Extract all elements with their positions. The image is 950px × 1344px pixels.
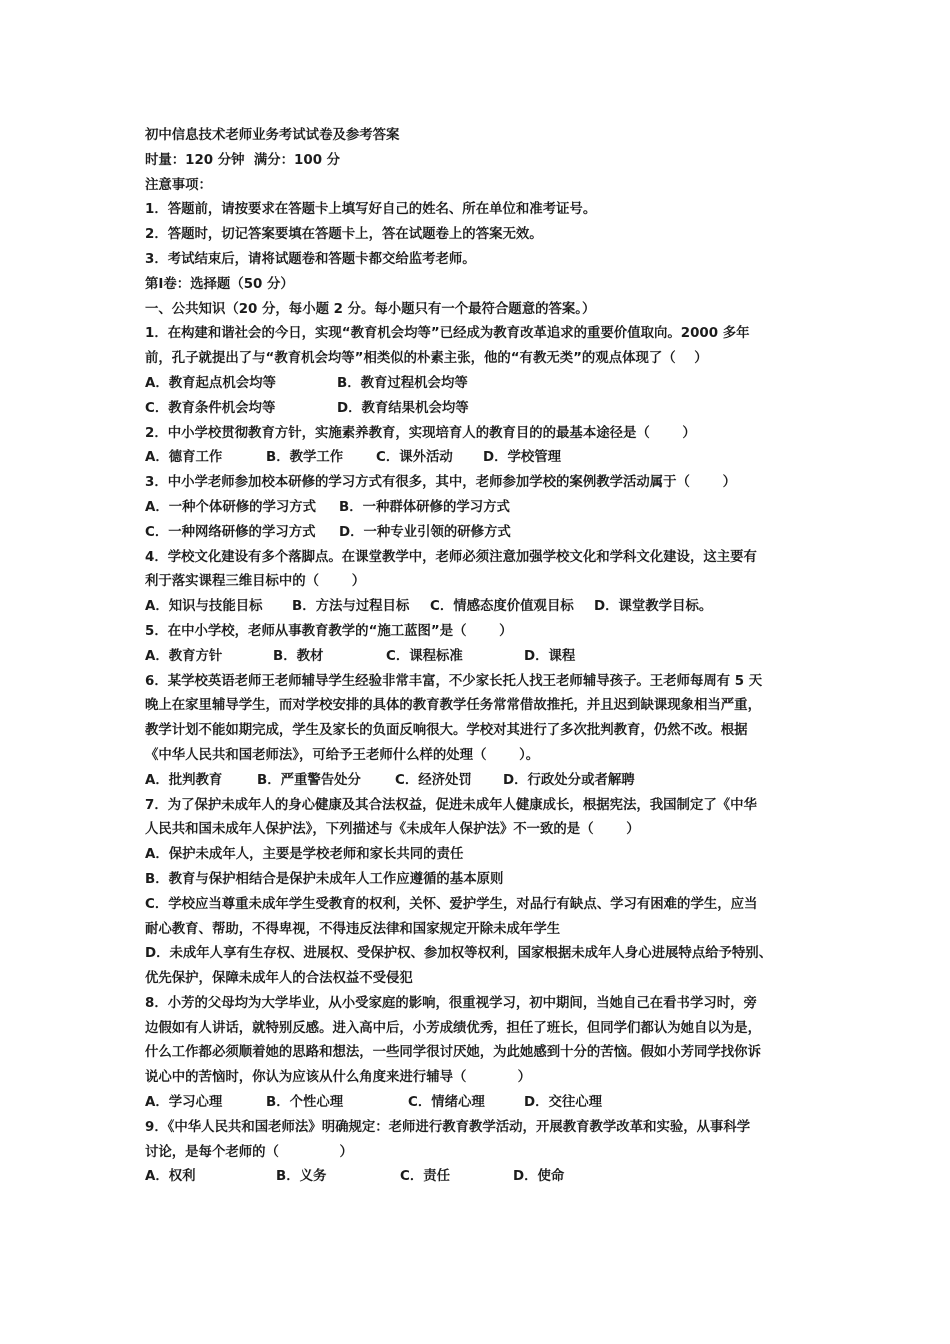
question-1 <box>145 322 825 421</box>
option-b: B．义务 <box>276 1169 327 1185</box>
option-b: B．方法与过程目标 <box>292 599 410 615</box>
option-a: A．批判教育 <box>145 772 223 788</box>
option-b: B．个性心理 <box>266 1095 344 1111</box>
options-row <box>145 496 825 521</box>
question-stem: 4．学校文化建设有多个落脚点。在课堂教学中，老师必须注意加强学校文化和学科文化建设，这主要有 <box>145 549 757 565</box>
option-d-continued: 优先保护，保障未成年人的合法权益不受侵犯 <box>145 971 413 987</box>
option-d: D．学校管理 <box>483 450 562 466</box>
option-b: B．教育过程机会均等 <box>337 375 468 391</box>
option-c: C．责任 <box>400 1169 450 1185</box>
option-b: B．教育与保护相结合是保护未成年人工作应遵循的基本原则 <box>145 871 504 887</box>
option-d: D．交往心理 <box>524 1095 603 1111</box>
question-stem: 9．《中华人民共和国老师法》明确规定：老师进行教育教学活动，开展教育教学改革和实验，从事科学 <box>145 1119 751 1135</box>
question-stem: 边假如有人讲话，就特别反感。进入高中后，小芳成绩优秀，担任了班长，但同学们都认为她自以为是， <box>145 1020 761 1036</box>
question-8 <box>145 992 825 1116</box>
question-stem: 2．中小学校贯彻教育方针，实施素养教育，实现培育人的教育目的的最基本途径是（ ） <box>145 425 696 441</box>
option-c: C．教育条件机会均等 <box>145 400 276 416</box>
option-d: D．一种专业引领的研修方式 <box>339 524 511 540</box>
exam-page <box>145 124 825 1190</box>
option-a: A．一种个体研修的学习方式 <box>145 499 317 515</box>
option-d: D．使命 <box>513 1169 565 1185</box>
option-d: D．课程 <box>524 648 576 664</box>
question-stem: 说心中的苦恼时，你认为应该从什么角度来进行辅导（ ） <box>145 1070 532 1086</box>
options-row <box>145 397 825 422</box>
question-stem: 讨论，是每个老师的（ ） <box>145 1144 353 1160</box>
option-a: A．学习心理 <box>145 1095 223 1111</box>
option-d: D．未成年人享有生存权、进展权、受保护权、参加权等权利，国家根据未成年人身心进展特点给予特别、 <box>145 946 773 962</box>
question-stem: 8．小芳的父母均为大学毕业，从小受家庭的影响，很重视学习，初中期间，当她自己在看书学习时，旁 <box>145 995 757 1011</box>
part-heading: 第Ⅰ卷：选择题（50 分） <box>145 276 294 292</box>
exam-meta: 时量：120 分钟 满分：100 分 <box>145 152 341 168</box>
notice-heading: 注意事项： <box>145 177 212 193</box>
question-2 <box>145 422 825 472</box>
option-d: D．课堂教学目标。 <box>594 599 713 615</box>
question-9 <box>145 1116 825 1190</box>
question-3 <box>145 471 825 545</box>
options-row <box>145 372 825 397</box>
option-a: A．知识与技能目标 <box>145 599 263 615</box>
question-stem: 什么工作都必须顺着她的思路和想法，一些同学很讨厌她，为此她感到十分的苦恼。假如小芳同学找你诉 <box>145 1045 761 1061</box>
notice-item: 2．答题时，切记答案要填在答题卡上，答在试题卷上的答案无效。 <box>145 227 543 243</box>
option-c-continued: 耐心教育、帮助，不得卑视，不得违反法律和国家规定开除未成年学生 <box>145 921 561 937</box>
options-row <box>145 1165 825 1190</box>
exam-title: 初中信息技术老师业务考试试卷及参考答案 <box>145 128 400 143</box>
option-a: A．教育方针 <box>145 648 223 664</box>
options-row <box>145 595 825 620</box>
notice-item: 1．答题前，请按要求在答题卡上填写好自己的姓名、所在单位和准考证号。 <box>145 202 597 218</box>
option-c: C．一种网络研修的学习方式 <box>145 524 316 540</box>
option-d: D．教育结果机会均等 <box>337 400 469 416</box>
options-row <box>145 645 825 670</box>
question-stem: 晚上在家里辅导学生，而对学校安排的具体的教育教学任务常常借故推托，并且迟到缺课现象相当严重， <box>145 698 761 714</box>
option-c: C．课外活动 <box>376 450 453 466</box>
option-c: C．情绪心理 <box>408 1095 485 1111</box>
option-a: A．德育工作 <box>145 450 223 466</box>
options-row <box>145 446 825 471</box>
question-stem: 人民共和国未成年人保护法》，下列描述与《未成年人保护法》不一致的是（ ） <box>145 822 640 838</box>
question-stem: 教学计划不能如期完成，学生及家长的负面反响很大。学校对其进行了多次批判教育，仍然不改。根据 <box>145 723 748 739</box>
section-heading: 一、公共知识（20 分，每小题 2 分。每小题只有一个最符合题意的答案。） <box>145 301 596 317</box>
option-b: B．教材 <box>273 648 324 664</box>
options-row <box>145 1091 825 1116</box>
question-4 <box>145 546 825 620</box>
notice-item: 3．考试结束后，请将试题卷和答题卡都交给监考老师。 <box>145 251 476 267</box>
options-row <box>145 769 825 794</box>
option-c: C．课程标准 <box>386 648 463 664</box>
question-7 <box>145 794 825 992</box>
question-stem: 7．为了保护未成年人的身心健康及其合法权益，促进未成年人健康成长，根据宪法，我国制定了《中华 <box>145 797 757 813</box>
option-b: B．严重警告处分 <box>257 772 361 788</box>
option-b: B．一种群体研修的学习方式 <box>339 499 510 515</box>
option-c: C．学校应当尊重未成年学生受教育的权利，关怀、爱护学生，对品行有缺点、学习有困难的学生，应当 <box>145 896 758 912</box>
option-c: C．情感态度价值观目标 <box>430 599 574 615</box>
option-c: C．经济处罚 <box>395 772 472 788</box>
question-6 <box>145 670 825 794</box>
option-b: B．教学工作 <box>266 450 344 466</box>
question-stem: 6．某学校英语老师王老师辅导学生经验非常丰富，不少家长托人找王老师辅导孩子。王老师每周有 5 天 <box>145 673 763 689</box>
question-stem: 5．在中小学校，老师从事教育教学的“施工蓝图”是（ ） <box>145 623 513 639</box>
question-stem: 前，孔子就提出了与“教育机会均等”相类似的朴素主张，他的“有教无类”的观点体现了（ ） <box>145 351 708 367</box>
option-d: D．行政处分或者解聘 <box>503 772 635 788</box>
question-stem: 3．中小学老师参加校本研修的学习方式有很多，其中，老师参加学校的案例教学活动属于（ ） <box>145 475 736 491</box>
options-row <box>145 521 825 546</box>
option-a: A．保护未成年人，主要是学校老师和家长共同的责任 <box>145 847 464 863</box>
question-stem: 《中华人民共和国老师法》，可给予王老师什么样的处理（ ）。 <box>145 747 540 763</box>
question-5 <box>145 620 825 670</box>
question-stem: 1．在构建和谐社会的今日，实现“教育机会均等”已经成为教育改革追求的重要价值取向。2000 多年 <box>145 326 750 342</box>
question-stem: 利于落实课程三维目标中的（ ） <box>145 574 366 590</box>
option-a: A．权利 <box>145 1169 196 1185</box>
option-a: A．教育起点机会均等 <box>145 375 276 391</box>
